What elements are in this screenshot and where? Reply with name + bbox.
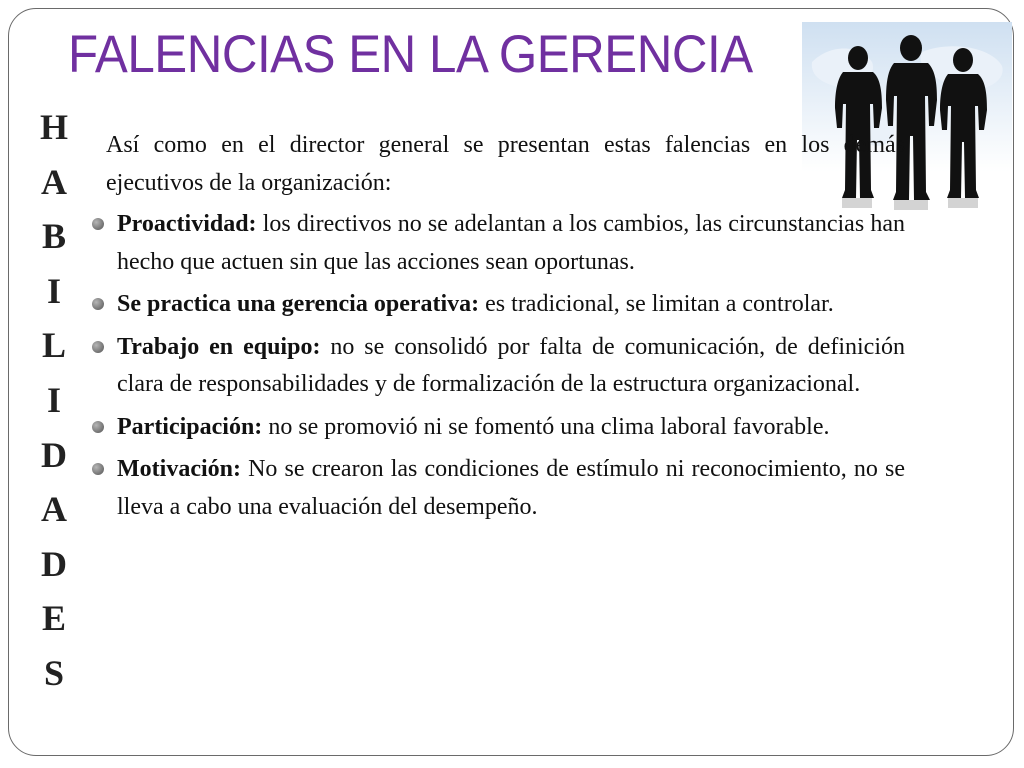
bullet-term: Se practica una gerencia operativa: xyxy=(117,291,486,317)
round-bullet-icon xyxy=(92,218,104,230)
vertical-letter: E xyxy=(41,598,66,639)
bullet-item xyxy=(90,329,905,404)
bullet-item xyxy=(90,206,905,281)
bullet-text: no se promovió ni se fomentó una clima laboral favorable. xyxy=(268,413,830,440)
vertical-letter: A xyxy=(41,161,67,202)
slide-title: FALENCIAS EN LA GERENCIA xyxy=(68,25,753,84)
vertical-letter: I xyxy=(46,270,61,311)
intro-paragraph: Así como en el director general se presentan estas falencias en los demás ejecutivos de la organización: xyxy=(106,132,905,196)
bullet-text: los directivos no se adelantan a los cambios, las circunstancias han hecho que actuen sin que las acciones sean oportunas. xyxy=(117,211,906,275)
vertical-letter: H xyxy=(39,107,68,147)
bullet-item xyxy=(90,451,905,526)
vertical-letter: I xyxy=(46,379,61,420)
bullet-list xyxy=(90,206,905,526)
bullet-text: es tradicional, se limitan a controlar. xyxy=(485,291,834,317)
round-bullet-icon xyxy=(92,298,104,310)
vertical-letter: B xyxy=(41,216,66,257)
vertical-letter: S xyxy=(43,652,65,693)
bullet-term: Motivación: xyxy=(117,456,249,482)
vertical-letter: A xyxy=(41,489,67,530)
vertical-letter: D xyxy=(41,434,67,475)
bullet-term: Participación: xyxy=(117,413,269,440)
vertical-letter: D xyxy=(41,543,67,584)
round-bullet-icon xyxy=(92,341,104,353)
vertical-word-habilidades xyxy=(34,100,74,701)
round-bullet-icon xyxy=(92,421,104,433)
bullet-term: Trabajo en equipo: xyxy=(117,333,331,360)
vertical-letter: L xyxy=(41,325,66,366)
bullet-text: no se consolidó por falta de comunicación, de definición clara de responsabilidades y de formalización de la estructura organizacional. xyxy=(117,333,905,397)
slide-body xyxy=(90,127,905,531)
round-bullet-icon xyxy=(92,463,104,475)
bullet-item xyxy=(90,409,905,447)
bullet-item xyxy=(90,286,905,324)
bullet-term: Proactividad: xyxy=(117,211,263,237)
bullet-text: No se crearon las condiciones de estímulo ni reconocimiento, no se lleva a cabo una evaluación del desempeño. xyxy=(117,456,905,520)
